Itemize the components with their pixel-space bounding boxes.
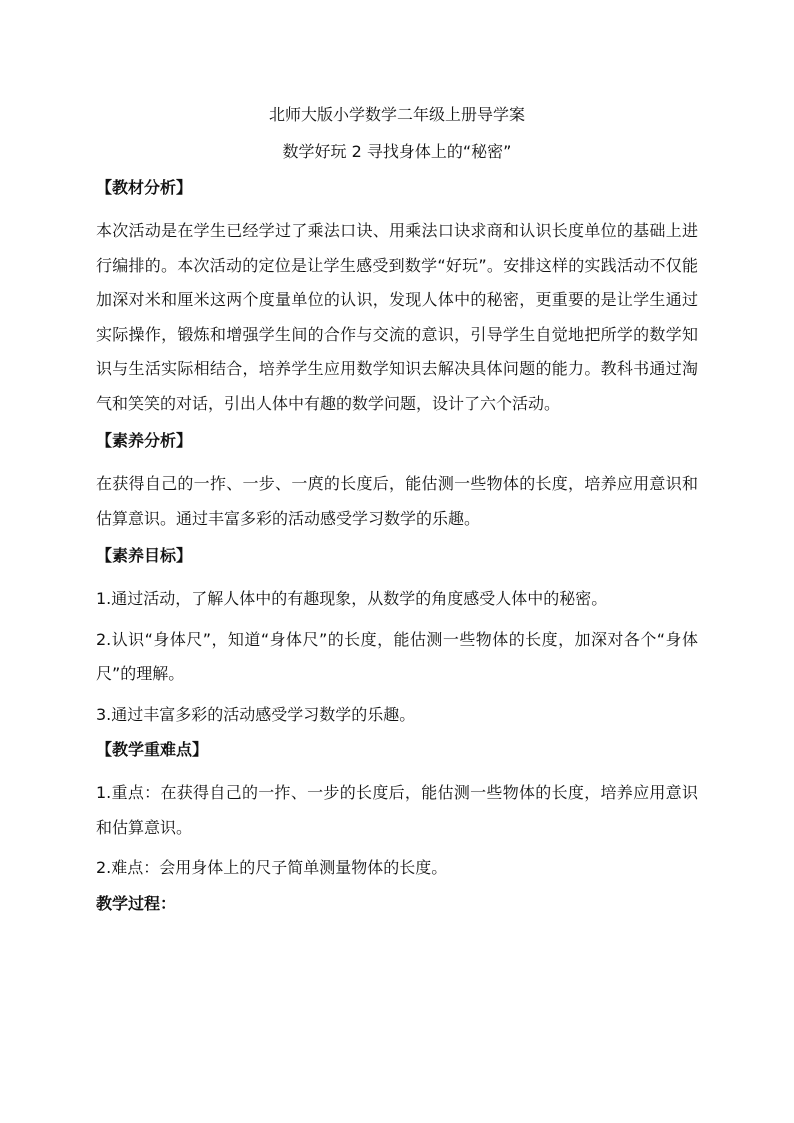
section-heading-key-points: 【教学重难点】 [96,740,209,759]
goal-item-1: 1.通过活动，了解人体中的有趣现象，从数学的角度感受人体中的秘密。 [96,589,608,608]
document-subtitle: 数学好玩 2 寻找身体上的“秘密” [282,142,512,161]
section-heading-literacy-analysis: 【素养分析】 [96,431,193,450]
section-heading-teaching-process: 教学过程： [96,893,177,913]
section-heading-textbook-analysis: 【教材分析】 [96,178,193,197]
section-heading-literacy-goals: 【素养目标】 [96,546,193,565]
key-point-item-1: 1.重点：在获得自己的一拃、一步的长度后，能估测一些物体的长度，培养应用意识和估算意识。 [96,783,698,837]
paragraph-textbook-analysis: 本次活动是在学生已经学过了乘法口诀、用乘法口诀求商和认识长度单位的基础上进行编排的。本次活动的定位是让学生感受到数学“好玩”。安排这样的实践活动不仅能加深对米和厘米这两个度量单位的认识，发现人体中的秘密，更重要的是让学生通过实际操作，锻炼和增强学生间的合作与交流的意识，引导学生自觉地把所学的数学知识与生活实际相结合，培养学生应用数学知识去解决具体问题的能力。教科书通过淘气和笑笑的对话，引出人体中有趣的数学问题，设计了六个活动。 [96,221,698,413]
goal-item-2: 2.认识“身体尺”，知道“身体尺”的长度，能估测一些物体的长度，加深对各个“身体尺”的理解。 [96,629,698,683]
paragraph-literacy-analysis: 在获得自己的一拃、一步、一庹的长度后，能估测一些物体的长度，培养应用意识和估算意识。通过丰富多彩的活动感受学习数学的乐趣。 [96,474,698,528]
key-point-item-2: 2.难点：会用身体上的尺子简单测量物体的长度。 [96,858,448,877]
document-title: 北师大版小学数学二年级上册导学案 [268,105,525,124]
goal-item-3: 3.通过丰富多彩的活动感受学习数学的乐趣。 [96,704,416,724]
